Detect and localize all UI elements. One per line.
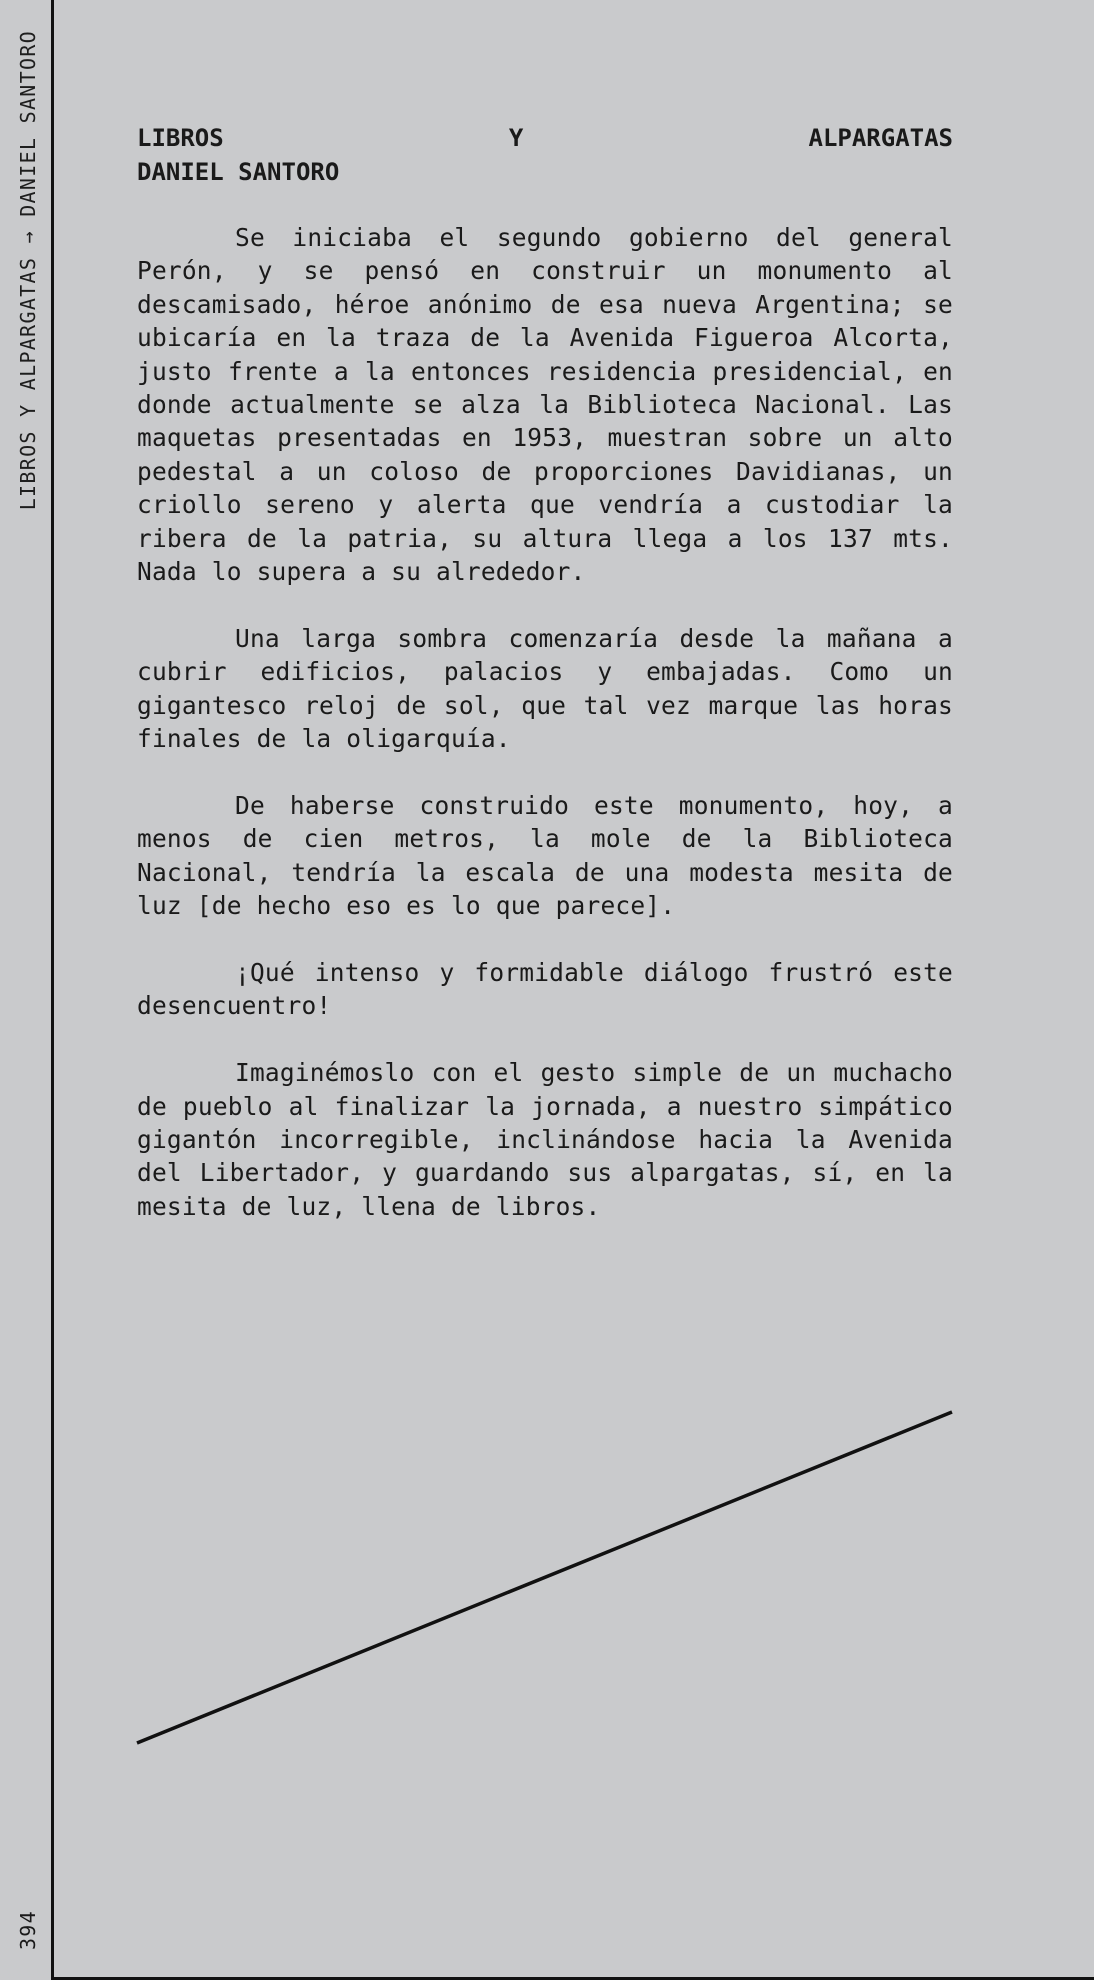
article-body bbox=[137, 221, 953, 1223]
paragraph-1: Se iniciaba el segundo gobierno del general Perón, y se pensó en construir un monumento al descamisado, héroe anónimo de esa nueva Argentina; se ubicaría en la traza de la Avenida Figueroa Alcorta, justo frente a la entonces residencia presidencial, en donde actualmente se alza la Biblioteca Nacional. Las maquetas presentadas en 1953, muestran sobre un alto pedestal a un coloso de proporciones Davidianas, un criollo sereno y alerta que vendría a custodiar la ribera de la patria, su altura llega a los 137 mts. Nada lo supera a su alrededor. bbox=[137, 223, 953, 587]
running-head: LIBROS Y ALPARGATAS → DANIEL SANTORO bbox=[16, 30, 40, 511]
article bbox=[137, 121, 953, 1257]
article-author: DANIEL SANTORO bbox=[137, 158, 340, 186]
title-word-y: Y bbox=[508, 124, 524, 152]
paragraph-5: Imaginémoslo con el gesto simple de un muchacho de pueblo al finalizar la jornada, a nuestro simpático gigantón incorregible, inclinándose hacia la Avenida del Libertador, y guardando sus alpargatas, sí, en la mesita de luz, llena de libros. bbox=[137, 1058, 953, 1221]
margin-vertical-rule bbox=[51, 0, 54, 1980]
paragraph-3: De haberse construido este monumento, hoy, a menos de cien metros, la mole de la Biblioteca Nacional, tendría la escala de una modesta mesita de luz [de hecho eso es lo que parece]. bbox=[137, 790, 953, 921]
article-title bbox=[137, 121, 953, 155]
diagonal-line bbox=[137, 1412, 952, 1743]
paragraph-2: Una larga sombra comenzaría desde la mañana a cubrir edificios, palacios y embajadas. Como un gigantesco reloj de sol, que tal vez marque las horas finales de la oligarquía. bbox=[137, 623, 953, 754]
title-word-libros: LIBROS bbox=[137, 124, 224, 152]
title-word-alpargatas: ALPARGATAS bbox=[808, 124, 953, 152]
page-number: 394 bbox=[16, 1910, 40, 1951]
paragraph-4: ¡Qué intenso y formidable diálogo frustró este desencuentro! bbox=[137, 957, 953, 1021]
